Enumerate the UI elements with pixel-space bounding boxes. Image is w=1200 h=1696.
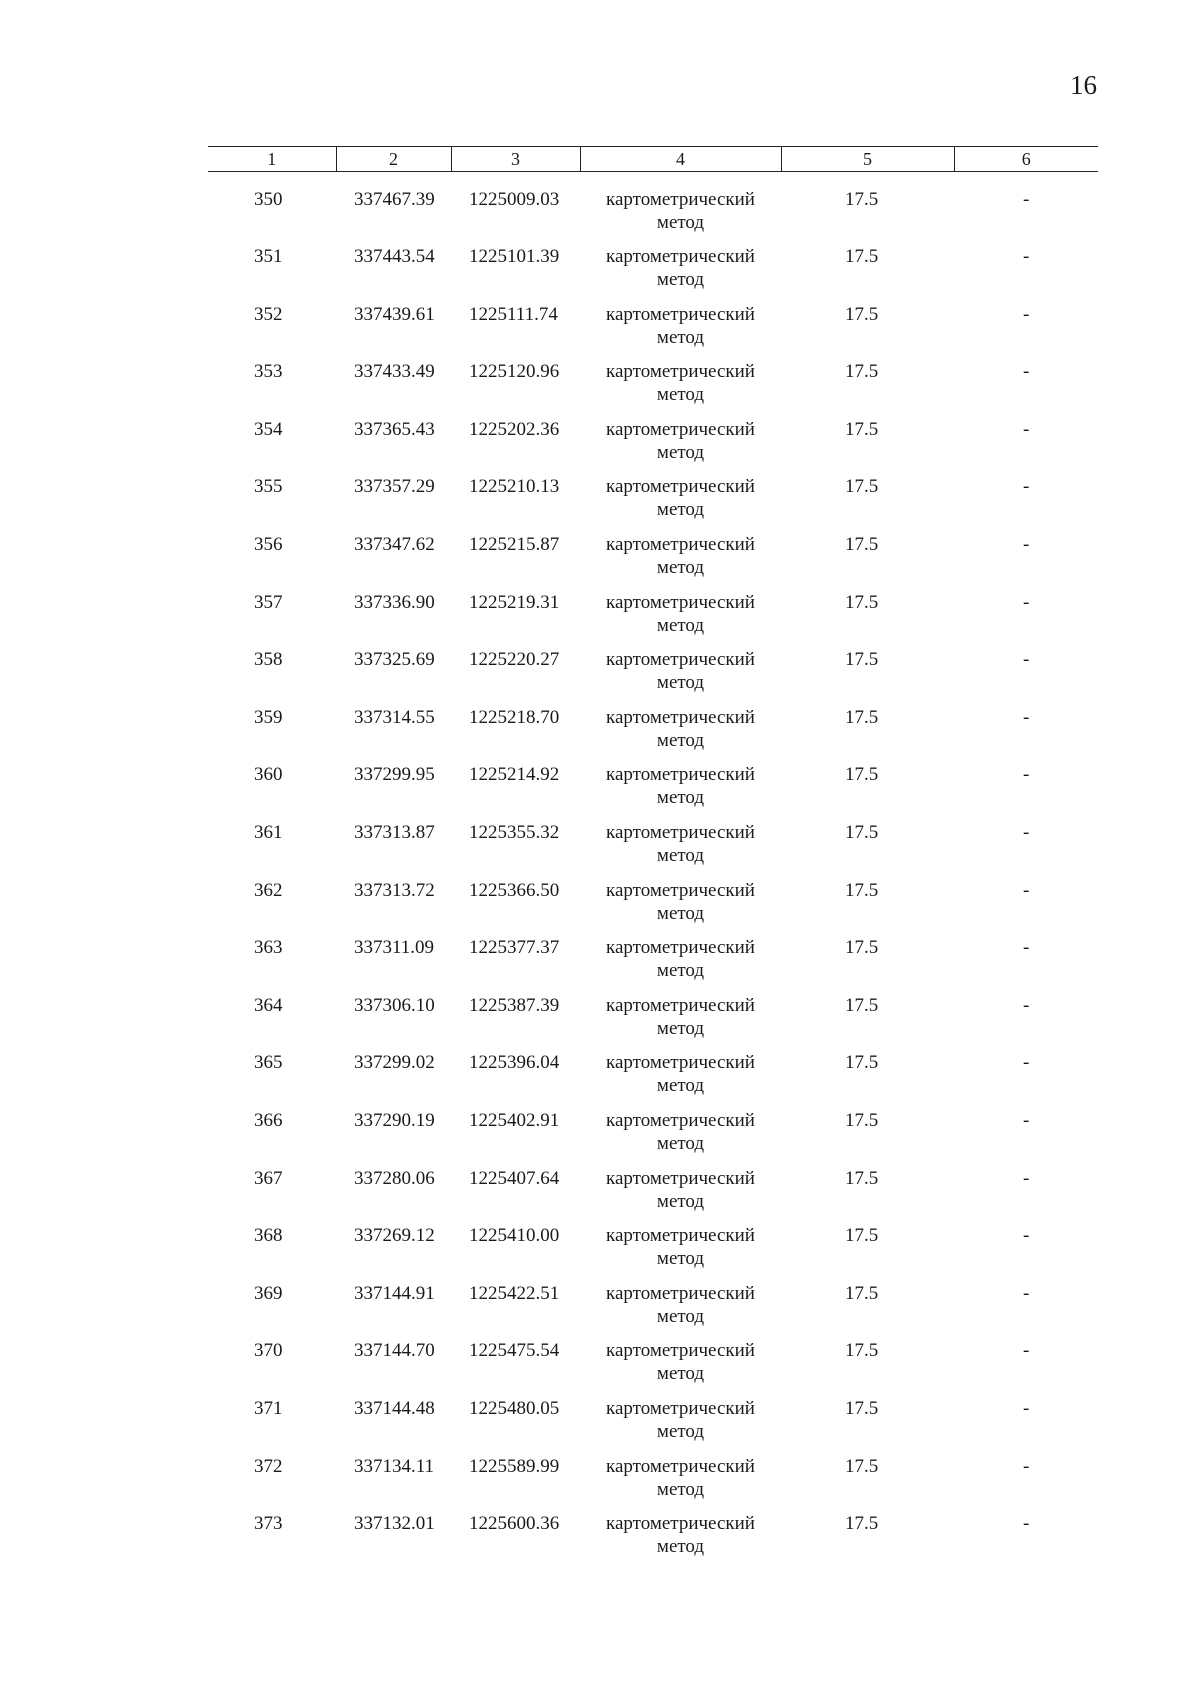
table-row bbox=[208, 172, 1098, 246]
method-line-1: картометрический bbox=[606, 1282, 755, 1304]
method-line-1: картометрический bbox=[606, 591, 755, 613]
accuracy-cell: 17.5 bbox=[845, 879, 879, 901]
point-number-cell: 350 bbox=[254, 189, 283, 210]
method-line-2: метод bbox=[656, 845, 705, 867]
method-line-2: метод bbox=[656, 1133, 705, 1154]
y-coordinate-cell: 1225214.92 bbox=[469, 764, 560, 786]
method-line-1: картометрический bbox=[606, 994, 755, 1016]
accuracy-cell: 17.5 bbox=[845, 303, 879, 325]
accuracy-cell: 17.5 bbox=[845, 246, 879, 268]
note-cell: - bbox=[1023, 591, 1030, 613]
note-cell: - bbox=[1023, 1225, 1030, 1247]
point-number-cell: 354 bbox=[254, 418, 283, 440]
accuracy-cell: 17.5 bbox=[845, 591, 879, 613]
method-cell bbox=[580, 533, 781, 591]
table-row bbox=[208, 1512, 1098, 1570]
method-cell bbox=[580, 1224, 781, 1282]
method-cell bbox=[580, 1051, 781, 1109]
accuracy-cell: 17.5 bbox=[845, 189, 879, 210]
method-line-2: метод bbox=[656, 1478, 705, 1500]
y-coordinate-cell: 1225475.54 bbox=[469, 1340, 560, 1362]
note-cell: - bbox=[1023, 994, 1030, 1016]
method-line-1: картометрический bbox=[606, 189, 755, 210]
point-number-cell: 353 bbox=[254, 361, 283, 383]
method-line-1: картометрический bbox=[606, 822, 755, 844]
point-number-cell: 358 bbox=[254, 649, 283, 671]
y-coordinate-cell: 1225202.36 bbox=[469, 418, 560, 440]
method-line-1: картометрический bbox=[606, 937, 755, 959]
x-coordinate-cell: 337299.02 bbox=[354, 1052, 435, 1074]
table-row bbox=[208, 533, 1098, 591]
table-row bbox=[208, 303, 1098, 361]
method-line-2: метод bbox=[656, 441, 705, 463]
y-coordinate-cell: 1225366.50 bbox=[469, 879, 560, 901]
accuracy-cell: 17.5 bbox=[845, 1282, 879, 1304]
method-line-2: метод bbox=[656, 499, 705, 521]
coordinates-table bbox=[208, 146, 1098, 1570]
note-cell: - bbox=[1023, 534, 1030, 556]
method-line-2: метод bbox=[656, 614, 705, 636]
method-line-2: метод bbox=[656, 1190, 705, 1212]
accuracy-cell: 17.5 bbox=[845, 476, 879, 498]
method-line-1: картометрический bbox=[606, 1110, 755, 1131]
note-cell: - bbox=[1023, 476, 1030, 498]
point-number-cell: 364 bbox=[254, 994, 283, 1016]
method-line-2: метод bbox=[656, 902, 705, 924]
note-cell: - bbox=[1023, 1455, 1030, 1477]
x-coordinate-cell: 337144.48 bbox=[354, 1397, 435, 1419]
x-coordinate-cell: 337290.19 bbox=[354, 1110, 435, 1131]
table-row bbox=[208, 1339, 1098, 1397]
accuracy-cell: 17.5 bbox=[845, 1052, 879, 1074]
x-coordinate-cell: 337280.06 bbox=[354, 1167, 435, 1189]
table-row bbox=[208, 1455, 1098, 1513]
method-line-2: метод bbox=[656, 557, 705, 579]
accuracy-cell: 17.5 bbox=[845, 1340, 879, 1362]
x-coordinate-cell: 337134.11 bbox=[354, 1455, 435, 1477]
method-line-1: картометрический bbox=[606, 1455, 755, 1477]
method-line-1: картометрический bbox=[606, 1167, 755, 1189]
method-line-1: картометрический bbox=[606, 361, 755, 383]
y-coordinate-cell: 1225480.05 bbox=[469, 1397, 560, 1419]
y-coordinate-cell: 1225589.99 bbox=[469, 1455, 560, 1477]
point-number-cell: 356 bbox=[254, 534, 283, 556]
method-line-2: метод bbox=[656, 1075, 705, 1097]
method-cell bbox=[580, 245, 781, 303]
point-number-cell: 372 bbox=[254, 1455, 283, 1477]
method-line-1: картометрический bbox=[606, 534, 755, 556]
x-coordinate-cell: 337443.54 bbox=[354, 246, 435, 268]
accuracy-cell: 17.5 bbox=[845, 649, 879, 671]
x-coordinate-cell: 337313.87 bbox=[354, 822, 435, 844]
note-cell: - bbox=[1023, 937, 1030, 959]
note-cell: - bbox=[1023, 1513, 1030, 1535]
method-cell bbox=[580, 360, 781, 418]
note-cell: - bbox=[1023, 879, 1030, 901]
point-number-cell: 362 bbox=[254, 879, 283, 901]
note-cell: - bbox=[1023, 1052, 1030, 1074]
x-coordinate-cell: 337467.39 bbox=[354, 189, 435, 210]
method-line-1: картометрический bbox=[606, 1052, 755, 1074]
table-row bbox=[208, 475, 1098, 533]
table-row bbox=[208, 1397, 1098, 1455]
accuracy-cell: 17.5 bbox=[845, 1110, 879, 1131]
point-number-cell: 369 bbox=[254, 1282, 283, 1304]
y-coordinate-cell: 1225215.87 bbox=[469, 534, 560, 556]
method-line-1: картометрический bbox=[606, 764, 755, 786]
note-cell: - bbox=[1023, 246, 1030, 268]
method-line-1: картометрический bbox=[606, 879, 755, 901]
method-cell bbox=[580, 648, 781, 706]
method-cell bbox=[580, 1455, 781, 1513]
y-coordinate-cell: 1225422.51 bbox=[469, 1282, 560, 1304]
method-line-1: картометрический bbox=[606, 476, 755, 498]
method-line-1: картометрический bbox=[606, 1340, 755, 1362]
x-coordinate-cell: 337144.70 bbox=[354, 1340, 435, 1362]
accuracy-cell: 17.5 bbox=[845, 534, 879, 556]
x-coordinate-cell: 337325.69 bbox=[354, 649, 435, 671]
x-coordinate-cell: 337144.91 bbox=[354, 1282, 435, 1304]
method-line-2: метод bbox=[656, 960, 705, 982]
point-number-cell: 371 bbox=[254, 1397, 283, 1419]
table-body bbox=[208, 172, 1098, 1570]
table-row bbox=[208, 994, 1098, 1052]
accuracy-cell: 17.5 bbox=[845, 1225, 879, 1247]
method-cell bbox=[580, 418, 781, 476]
method-cell bbox=[580, 1512, 781, 1570]
table-row bbox=[208, 1224, 1098, 1282]
method-line-2: метод bbox=[656, 729, 705, 751]
x-coordinate-cell: 337336.90 bbox=[354, 591, 435, 613]
method-cell bbox=[580, 1282, 781, 1340]
table-row bbox=[208, 591, 1098, 649]
note-cell: - bbox=[1023, 1167, 1030, 1189]
y-coordinate-cell: 1225111.74 bbox=[469, 303, 558, 325]
table-header bbox=[208, 147, 1098, 172]
header-col-2: 2 bbox=[336, 147, 451, 172]
point-number-cell: 366 bbox=[254, 1110, 283, 1131]
y-coordinate-cell: 1225009.03 bbox=[469, 189, 560, 210]
table-row bbox=[208, 418, 1098, 476]
y-coordinate-cell: 1225219.31 bbox=[469, 591, 560, 613]
note-cell: - bbox=[1023, 1397, 1030, 1419]
table-row bbox=[208, 1167, 1098, 1225]
note-cell: - bbox=[1023, 1282, 1030, 1304]
table-row bbox=[208, 936, 1098, 994]
header-row bbox=[208, 147, 1098, 172]
note-cell: - bbox=[1023, 303, 1030, 325]
method-line-1: картометрический bbox=[606, 246, 755, 268]
y-coordinate-cell: 1225402.91 bbox=[469, 1110, 560, 1131]
method-cell bbox=[580, 1109, 781, 1167]
method-cell bbox=[580, 591, 781, 649]
method-line-1: картометрический bbox=[606, 1225, 755, 1247]
note-cell: - bbox=[1023, 1340, 1030, 1362]
x-coordinate-cell: 337299.95 bbox=[354, 764, 435, 786]
point-number-cell: 361 bbox=[254, 822, 283, 844]
y-coordinate-cell: 1225218.70 bbox=[469, 706, 560, 728]
accuracy-cell: 17.5 bbox=[845, 1455, 879, 1477]
table-row bbox=[208, 706, 1098, 764]
accuracy-cell: 17.5 bbox=[845, 1167, 879, 1189]
method-line-2: метод bbox=[656, 787, 705, 809]
header-col-1: 1 bbox=[208, 147, 336, 172]
point-number-cell: 365 bbox=[254, 1052, 283, 1074]
method-cell bbox=[580, 821, 781, 879]
table-row bbox=[208, 245, 1098, 303]
table-row bbox=[208, 821, 1098, 879]
accuracy-cell: 17.5 bbox=[845, 994, 879, 1016]
table-row bbox=[208, 1109, 1098, 1167]
point-number-cell: 359 bbox=[254, 706, 283, 728]
y-coordinate-cell: 1225600.36 bbox=[469, 1513, 560, 1535]
y-coordinate-cell: 1225120.96 bbox=[469, 361, 560, 383]
point-number-cell: 367 bbox=[254, 1167, 283, 1189]
method-line-1: картометрический bbox=[606, 1397, 755, 1419]
x-coordinate-cell: 337269.12 bbox=[354, 1225, 435, 1247]
point-number-cell: 360 bbox=[254, 764, 283, 786]
accuracy-cell: 17.5 bbox=[845, 1397, 879, 1419]
y-coordinate-cell: 1225387.39 bbox=[469, 994, 560, 1016]
note-cell: - bbox=[1023, 418, 1030, 440]
x-coordinate-cell: 337306.10 bbox=[354, 994, 435, 1016]
x-coordinate-cell: 337365.43 bbox=[354, 418, 435, 440]
point-number-cell: 373 bbox=[254, 1513, 283, 1535]
method-cell bbox=[580, 475, 781, 533]
point-number-cell: 352 bbox=[254, 303, 283, 325]
method-line-2: метод bbox=[656, 326, 705, 348]
method-line-2: метод bbox=[656, 1017, 705, 1039]
table-row bbox=[208, 1051, 1098, 1109]
method-line-2: метод bbox=[656, 384, 705, 406]
method-line-2: метод bbox=[656, 1536, 705, 1558]
x-coordinate-cell: 337439.61 bbox=[354, 303, 435, 325]
page-number: 16 bbox=[1070, 70, 1097, 100]
point-number-cell: 370 bbox=[254, 1340, 283, 1362]
method-line-1: картометрический bbox=[606, 418, 755, 440]
header-col-5: 5 bbox=[781, 147, 954, 172]
note-cell: - bbox=[1023, 1110, 1030, 1131]
method-cell bbox=[580, 1339, 781, 1397]
method-cell bbox=[580, 1167, 781, 1225]
table-row bbox=[208, 1282, 1098, 1340]
y-coordinate-cell: 1225355.32 bbox=[469, 822, 560, 844]
point-number-cell: 363 bbox=[254, 937, 283, 959]
method-line-2: метод bbox=[656, 1305, 705, 1327]
header-col-6: 6 bbox=[954, 147, 1098, 172]
method-cell bbox=[580, 936, 781, 994]
method-line-1: картометрический bbox=[606, 649, 755, 671]
method-line-1: картометрический bbox=[606, 303, 755, 325]
note-cell: - bbox=[1023, 822, 1030, 844]
point-number-cell: 357 bbox=[254, 591, 283, 613]
accuracy-cell: 17.5 bbox=[845, 764, 879, 786]
method-line-1: картометрический bbox=[606, 706, 755, 728]
method-line-2: метод bbox=[656, 212, 705, 233]
method-line-2: метод bbox=[656, 1248, 705, 1270]
x-coordinate-cell: 337357.29 bbox=[354, 476, 435, 498]
accuracy-cell: 17.5 bbox=[845, 706, 879, 728]
table-row bbox=[208, 879, 1098, 937]
y-coordinate-cell: 1225220.27 bbox=[469, 649, 560, 671]
y-coordinate-cell: 1225396.04 bbox=[469, 1052, 560, 1074]
accuracy-cell: 17.5 bbox=[845, 937, 879, 959]
x-coordinate-cell: 337314.55 bbox=[354, 706, 435, 728]
accuracy-cell: 17.5 bbox=[845, 361, 879, 383]
y-coordinate-cell: 1225407.64 bbox=[469, 1167, 560, 1189]
y-coordinate-cell: 1225210.13 bbox=[469, 476, 560, 498]
x-coordinate-cell: 337433.49 bbox=[354, 361, 435, 383]
header-col-4: 4 bbox=[580, 147, 781, 172]
method-cell bbox=[580, 303, 781, 361]
y-coordinate-cell: 1225101.39 bbox=[469, 246, 560, 268]
method-line-2: метод bbox=[656, 1363, 705, 1385]
coordinates-table-container bbox=[208, 146, 1098, 1570]
note-cell: - bbox=[1023, 189, 1030, 210]
method-cell bbox=[580, 994, 781, 1052]
point-number-cell: 351 bbox=[254, 246, 283, 268]
accuracy-cell: 17.5 bbox=[845, 1513, 879, 1535]
table-row bbox=[208, 763, 1098, 821]
x-coordinate-cell: 337132.01 bbox=[354, 1513, 435, 1535]
note-cell: - bbox=[1023, 706, 1030, 728]
accuracy-cell: 17.5 bbox=[845, 418, 879, 440]
note-cell: - bbox=[1023, 649, 1030, 671]
table-row bbox=[208, 360, 1098, 418]
method-line-2: метод bbox=[656, 1420, 705, 1442]
header-col-3: 3 bbox=[451, 147, 580, 172]
point-number-cell: 355 bbox=[254, 476, 283, 498]
method-line-1: картометрический bbox=[606, 1513, 755, 1535]
y-coordinate-cell: 1225377.37 bbox=[469, 937, 560, 959]
method-cell bbox=[580, 1397, 781, 1455]
table-row bbox=[208, 648, 1098, 706]
point-number-cell: 368 bbox=[254, 1225, 283, 1247]
method-cell bbox=[580, 706, 781, 764]
method-line-2: метод bbox=[656, 269, 705, 291]
method-line-2: метод bbox=[656, 672, 705, 694]
x-coordinate-cell: 337313.72 bbox=[354, 879, 435, 901]
method-cell bbox=[580, 879, 781, 937]
note-cell: - bbox=[1023, 764, 1030, 786]
y-coordinate-cell: 1225410.00 bbox=[469, 1225, 560, 1247]
method-cell bbox=[580, 172, 781, 246]
x-coordinate-cell: 337311.09 bbox=[354, 937, 435, 959]
x-coordinate-cell: 337347.62 bbox=[354, 534, 435, 556]
note-cell: - bbox=[1023, 361, 1030, 383]
method-cell bbox=[580, 763, 781, 821]
accuracy-cell: 17.5 bbox=[845, 822, 879, 844]
